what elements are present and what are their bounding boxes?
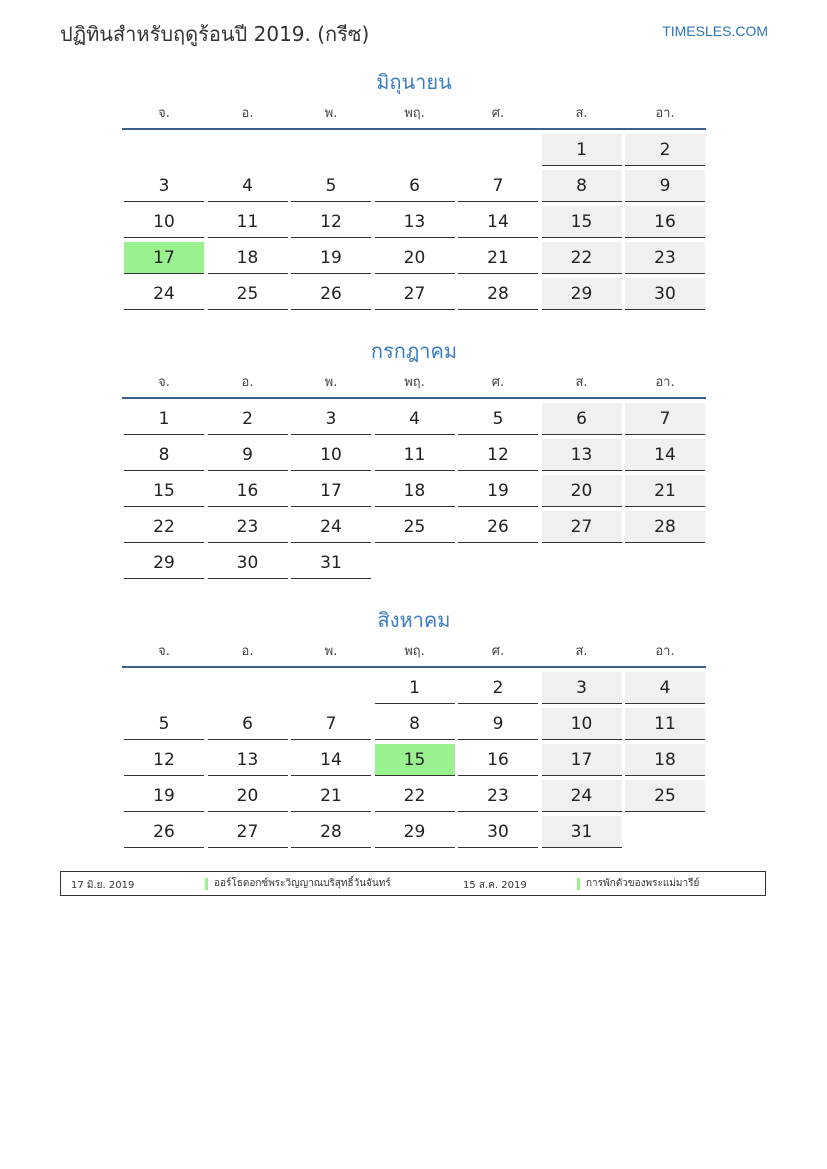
day-cell[interactable]: 23 (625, 242, 705, 274)
days-grid (122, 134, 706, 310)
month-title: มิถุนายน (376, 70, 452, 94)
day-cell[interactable]: 6 (542, 403, 622, 435)
day-cell[interactable]: 19 (291, 242, 371, 274)
weekday-label: พ. (324, 644, 338, 659)
day-cell[interactable]: 16 (625, 206, 705, 238)
empty-cell (124, 134, 204, 166)
day-cell[interactable]: 29 (124, 547, 204, 579)
month-title: สิงหาคม (377, 608, 451, 632)
day-cell[interactable]: 27 (375, 278, 455, 310)
day-cell[interactable]: 11 (375, 439, 455, 471)
day-cell[interactable]: 27 (208, 816, 288, 848)
day-cell[interactable]: 3 (291, 403, 371, 435)
days-grid (122, 672, 706, 848)
empty-cell (208, 672, 288, 704)
weekday-label: อ. (241, 644, 254, 659)
weekday-header (122, 102, 706, 130)
empty-cell (375, 134, 455, 166)
weekday-label: อา. (655, 106, 675, 121)
empty-cell (291, 134, 371, 166)
weekday-label: ส. (575, 106, 588, 121)
day-cell[interactable]: 21 (625, 475, 705, 507)
day-cell[interactable]: 10 (542, 708, 622, 740)
weekday-label: พฤ. (404, 375, 425, 390)
weekday-label: พฤ. (404, 106, 425, 121)
day-cell[interactable]: 13 (208, 744, 288, 776)
day-cell[interactable]: 24 (291, 511, 371, 543)
day-cell[interactable]: 5 (458, 403, 538, 435)
day-cell[interactable]: 3 (124, 170, 204, 202)
day-cell[interactable]: 1 (375, 672, 455, 704)
day-cell[interactable]: 15 (542, 206, 622, 238)
day-cell[interactable]: 14 (625, 439, 705, 471)
weekday-label: ศ. (491, 106, 505, 121)
day-cell[interactable]: 18 (625, 744, 705, 776)
month-july (122, 337, 706, 579)
day-cell-holiday[interactable]: 17 (124, 242, 204, 274)
weekday-label: ศ. (491, 375, 505, 390)
legend-holiday-name: ออร์โธดอกซ์พระวิญญาณบริสุทธิ์วันจันทร์ (205, 878, 391, 890)
day-cell[interactable]: 12 (291, 206, 371, 238)
day-cell[interactable]: 23 (458, 780, 538, 812)
weekday-label: พ. (324, 375, 338, 390)
day-cell[interactable]: 21 (458, 242, 538, 274)
day-cell[interactable]: 12 (458, 439, 538, 471)
day-cell[interactable]: 7 (291, 708, 371, 740)
day-cell[interactable]: 27 (542, 511, 622, 543)
day-cell[interactable]: 9 (208, 439, 288, 471)
day-cell[interactable]: 20 (208, 780, 288, 812)
day-cell[interactable]: 19 (124, 780, 204, 812)
day-cell[interactable]: 20 (542, 475, 622, 507)
day-cell[interactable]: 10 (291, 439, 371, 471)
day-cell[interactable]: 7 (625, 403, 705, 435)
day-cell[interactable]: 3 (542, 672, 622, 704)
day-cell[interactable]: 15 (124, 475, 204, 507)
day-cell[interactable]: 30 (458, 816, 538, 848)
day-cell[interactable]: 9 (458, 708, 538, 740)
page-title: ปฏิทินสำหรับฤดูร้อนปี 2019. (กรีซ) (60, 22, 370, 46)
weekday-label: พ. (324, 106, 338, 121)
day-cell[interactable]: 26 (458, 511, 538, 543)
day-cell[interactable]: 31 (291, 547, 371, 579)
weekday-label: จ. (158, 375, 170, 390)
day-cell[interactable]: 19 (458, 475, 538, 507)
day-cell[interactable]: 24 (542, 780, 622, 812)
legend-date: 15 ส.ค. 2019 (463, 880, 527, 891)
day-cell[interactable]: 31 (542, 816, 622, 848)
day-cell[interactable]: 25 (375, 511, 455, 543)
day-cell[interactable]: 4 (208, 170, 288, 202)
day-cell[interactable]: 23 (208, 511, 288, 543)
month-august (122, 606, 706, 848)
day-cell[interactable]: 14 (291, 744, 371, 776)
day-cell[interactable]: 22 (375, 780, 455, 812)
empty-cell (458, 134, 538, 166)
day-cell-holiday[interactable]: 15 (375, 744, 455, 776)
day-cell[interactable]: 4 (375, 403, 455, 435)
month-title: กรกฎาคม (370, 339, 458, 363)
day-cell[interactable]: 26 (124, 816, 204, 848)
day-cell[interactable]: 5 (291, 170, 371, 202)
month-june (122, 68, 706, 310)
day-cell[interactable]: 21 (291, 780, 371, 812)
day-cell[interactable]: 13 (542, 439, 622, 471)
day-cell[interactable]: 14 (458, 206, 538, 238)
day-cell[interactable]: 2 (458, 672, 538, 704)
days-grid (122, 403, 706, 579)
day-cell[interactable]: 17 (542, 744, 622, 776)
day-cell[interactable]: 10 (124, 206, 204, 238)
day-cell[interactable]: 7 (458, 170, 538, 202)
day-cell[interactable]: 1 (124, 403, 204, 435)
day-cell[interactable]: 11 (625, 708, 705, 740)
day-cell[interactable]: 20 (375, 242, 455, 274)
day-cell[interactable]: 25 (625, 780, 705, 812)
weekday-label: จ. (158, 644, 170, 659)
holiday-legend (60, 871, 766, 896)
day-cell[interactable]: 25 (208, 278, 288, 310)
weekday-label: ส. (575, 644, 588, 659)
day-cell[interactable]: 22 (124, 511, 204, 543)
day-cell[interactable]: 29 (375, 816, 455, 848)
day-cell[interactable]: 22 (542, 242, 622, 274)
day-cell[interactable]: 8 (124, 439, 204, 471)
day-cell[interactable]: 30 (625, 278, 705, 310)
legend-holiday-name: การพักตัวของพระแม่มารีย์ (577, 878, 699, 890)
day-cell[interactable]: 12 (124, 744, 204, 776)
weekday-label: ส. (575, 375, 588, 390)
day-cell[interactable]: 28 (625, 511, 705, 543)
day-cell[interactable]: 30 (208, 547, 288, 579)
day-cell[interactable]: 18 (375, 475, 455, 507)
weekday-label: อา. (655, 644, 675, 659)
site-link[interactable]: TIMESLES.COM (662, 23, 768, 39)
weekday-label: อ. (241, 106, 254, 121)
empty-cell (124, 672, 204, 704)
day-cell[interactable]: 28 (458, 278, 538, 310)
day-cell[interactable]: 6 (208, 708, 288, 740)
weekday-header (122, 371, 706, 399)
day-cell[interactable]: 16 (208, 475, 288, 507)
weekday-label: อ. (241, 375, 254, 390)
day-cell[interactable]: 9 (625, 170, 705, 202)
empty-cell (291, 672, 371, 704)
day-cell[interactable]: 1 (542, 134, 622, 166)
weekday-label: ศ. (491, 644, 505, 659)
day-cell[interactable]: 18 (208, 242, 288, 274)
day-cell[interactable]: 24 (124, 278, 204, 310)
day-cell[interactable]: 29 (542, 278, 622, 310)
weekday-label: จ. (158, 106, 170, 121)
day-cell[interactable]: 8 (375, 708, 455, 740)
day-cell[interactable]: 2 (208, 403, 288, 435)
day-cell[interactable]: 6 (375, 170, 455, 202)
weekday-label: พฤ. (404, 644, 425, 659)
day-cell[interactable]: 5 (124, 708, 204, 740)
day-cell[interactable]: 8 (542, 170, 622, 202)
day-cell[interactable]: 11 (208, 206, 288, 238)
day-cell[interactable]: 28 (291, 816, 371, 848)
weekday-label: อา. (655, 375, 675, 390)
day-cell[interactable]: 26 (291, 278, 371, 310)
day-cell[interactable]: 13 (375, 206, 455, 238)
day-cell[interactable]: 16 (458, 744, 538, 776)
legend-date: 17 มิ.ย. 2019 (71, 880, 135, 891)
empty-cell (208, 134, 288, 166)
day-cell[interactable]: 17 (291, 475, 371, 507)
day-cell[interactable]: 2 (625, 134, 705, 166)
day-cell[interactable]: 4 (625, 672, 705, 704)
weekday-header (122, 640, 706, 668)
